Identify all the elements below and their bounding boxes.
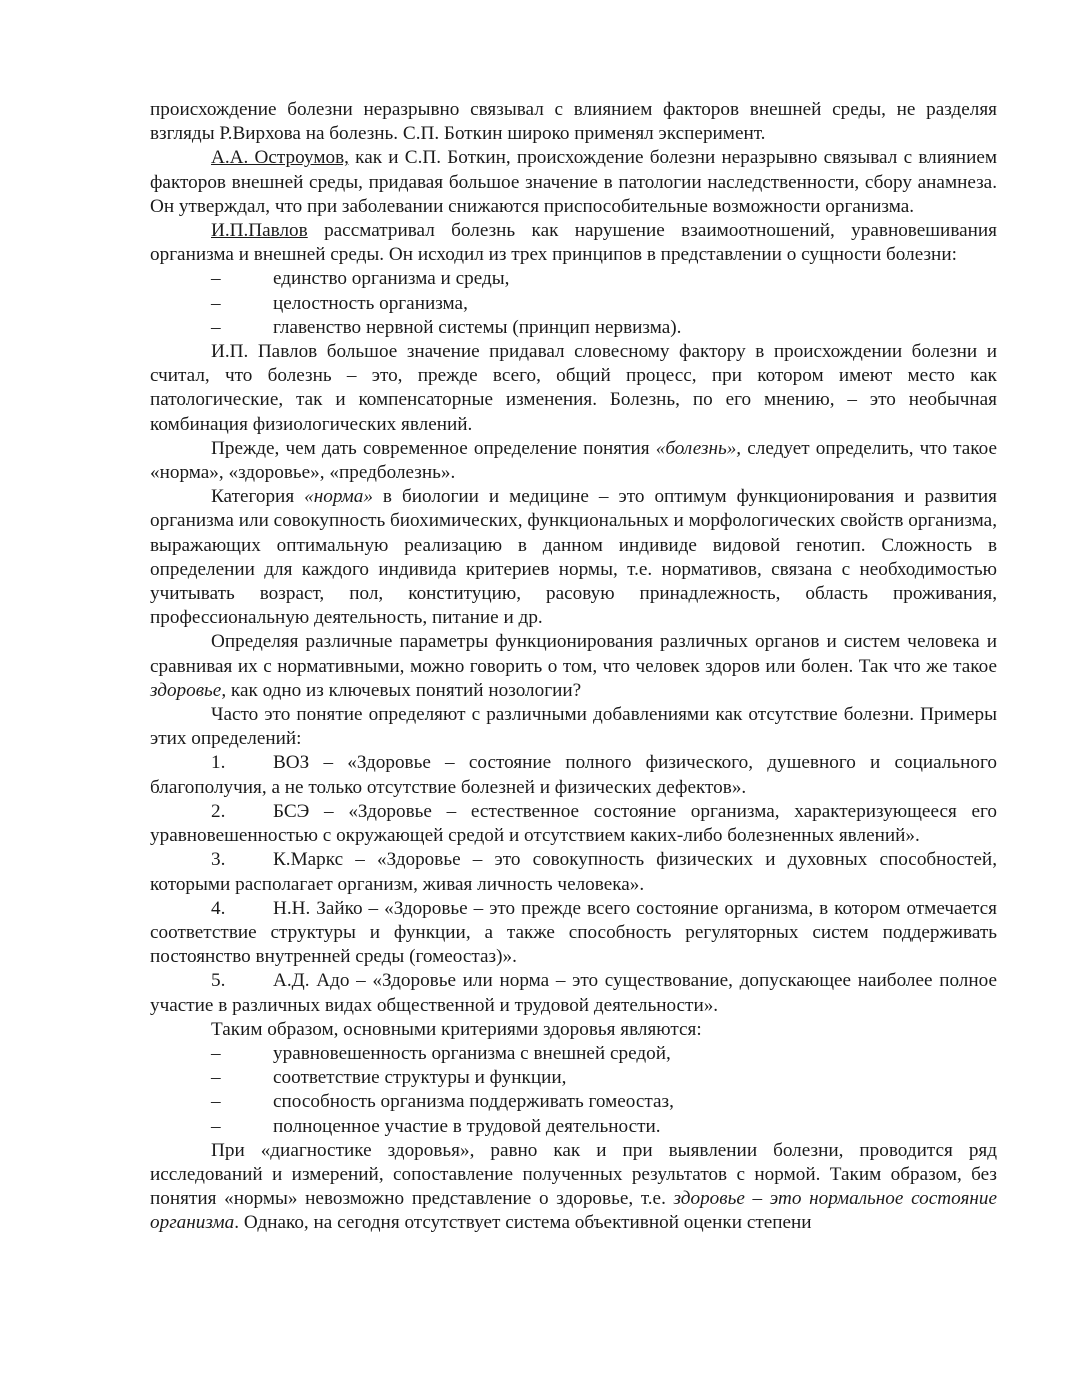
term-health-definition: здоровье – это нормальное состояние организма: [150, 1188, 997, 1234]
definition-number: 1.: [211, 752, 226, 774]
paragraph-health-diagnostics: [150, 1139, 997, 1236]
paragraph-ostroumov: [150, 146, 997, 219]
paragraph-criteria-intro: Таким образом, основными критериями здоровья являются:: [211, 1018, 702, 1040]
list-item-text: способность организма поддерживать гомеостаз,: [273, 1091, 674, 1113]
definition-number: 4.: [211, 897, 226, 919]
name-pavlov: И.П.Павлов: [211, 220, 308, 242]
definition-item: [150, 897, 997, 970]
dash-marker: –: [211, 1067, 221, 1089]
dash-marker: –: [211, 1042, 221, 1064]
paragraph-pavlov-verbal-factor: И.П. Павлов большое значение придавал словесному фактору в происхождении болезни и считал, что болезнь – это, прежде всего, общий процесс, при котором имеют место как патологические, так и компенсаторные изменения. Болезнь, по его мнению, – это необычная комбинация физиологических явлений.: [150, 341, 997, 435]
paragraph-pavlov-text: рассматривал болезнь как нарушение взаимоотношений, уравновешивания организма и внешней среды. Он исходил из трех принципов в представлении о сущности болезни:: [150, 220, 997, 266]
text-run: Прежде, чем дать современное определение понятия: [211, 437, 656, 459]
term-health: здоровье: [150, 679, 222, 701]
list-item: [150, 1115, 997, 1139]
document-page: [150, 98, 997, 1236]
text-run: . Однако, на сегодня отсутствует система объективной оценки степени: [234, 1212, 812, 1234]
definition-item: [150, 848, 997, 896]
definition-number: 2.: [211, 800, 226, 822]
list-item-text: целостность организма,: [273, 292, 468, 314]
dash-marker: –: [211, 268, 221, 290]
text-run: следует определить, что такое «норма», «здоровье», «предболезнь».: [150, 437, 998, 484]
term-disease: «болезнь»,: [655, 437, 742, 459]
list-item-text: уравновешенность организма с внешней средой,: [273, 1042, 671, 1064]
definition-text: Н.Н. Зайко – «Здоровье – это прежде всего состояние организма, в котором отмечается соответствие структуры и функции, а также способность регуляторных систем поддерживать постоянство внутренней среды (гомеостаз)».: [150, 897, 997, 968]
paragraph-pavlov: [150, 219, 997, 267]
text-run: Определяя различные параметры функционирования различных органов и систем человека и сравнивая их с нормативными, можно говорить о том, что человек здоров или болен. Так что же такое: [150, 631, 997, 677]
dash-marker: –: [211, 1115, 221, 1137]
definition-text: К.Маркс – «Здоровье – это совокупность физических и духовных способностей, которыми располагает организм, живая личность человека».: [150, 849, 997, 895]
paragraph-ostroumov-text: как и С.П. Боткин, происхождение болезни неразрывно связывал с влиянием факторов внешней среды, придавая большое значение в патологии наследственности, сбору анамнеза. Он утверждал, что при заболевании снижаются приспособительные возможности организма.: [150, 147, 997, 217]
text-run: Категория: [211, 486, 305, 508]
list-item: [150, 267, 997, 291]
name-ostroumov: А.А. Остроумов,: [211, 147, 349, 169]
definition-number: 5.: [211, 970, 226, 992]
list-item: [150, 1066, 997, 1090]
paragraph-definitions-intro: Часто это понятие определяют с различными добавлениями как отсутствие болезни. Примеры этих определений:: [150, 704, 997, 750]
list-item: [150, 316, 997, 340]
list-item: [150, 292, 997, 316]
definition-number: 3.: [211, 849, 226, 871]
list-item-text: единство организма и среды,: [273, 268, 510, 290]
text-run: , как одно из ключевых понятий нозологии?: [221, 679, 582, 701]
definitions-list: [150, 751, 997, 1017]
definition-item: [150, 969, 997, 1017]
list-item-text: полноценное участие в трудовой деятельности.: [273, 1115, 661, 1137]
list-item-text: главенство нервной системы (принцип нервизма).: [273, 316, 682, 338]
term-norm: «норма»: [304, 486, 373, 508]
paragraph-definition-intro: [150, 437, 997, 485]
definition-text: БСЭ – «Здоровье – естественное состояние организма, характеризующееся его уравновешенностью с окружающей средой и отсутствием каких-либо болезненных явлений».: [150, 800, 997, 847]
list-item-text: соответствие структуры и функции,: [273, 1067, 567, 1089]
dash-marker: –: [211, 316, 221, 338]
list-item: [150, 1090, 997, 1114]
criteria-list: [150, 1042, 997, 1139]
definition-item: [150, 800, 997, 848]
principles-list: [150, 267, 997, 340]
list-item: [150, 1042, 997, 1066]
definition-text: А.Д. Адо – «Здоровье или норма – это существование, допускающее наиболее полное участие в различных видах общественной и трудовой деятельности».: [150, 970, 997, 1016]
dash-marker: –: [211, 1091, 221, 1113]
definition-text: ВОЗ – «Здоровье – состояние полного физического, душевного и социального благополучия, а не только отсутствие болезней и физических дефектов».: [150, 752, 997, 798]
definition-item: [150, 751, 997, 799]
paragraph-botkin-end: происхождение болезни неразрывно связывал с влиянием факторов внешней среды, не разделяя взгляды Р.Вирхова на болезнь. С.П. Боткин широко применял эксперимент.: [150, 99, 997, 145]
paragraph-health-question: [150, 630, 997, 703]
paragraph-norm: [150, 485, 997, 630]
dash-marker: –: [211, 292, 221, 314]
text-run: в биологии и медицине – это оптимум функционирования и развития организма или совокупность биохимических, функциональных и морфологических свойств организма, выражающих оптимальную реализацию в данном индивиде видовой генотип. Сложность в определении для каждого индивида критериев нормы, т.е. нормативов, связана с необходимостью учитывать возраст, пол, конституцию, расовую принадлежность, область проживания, профессиональную деятельность, питание и др.: [150, 486, 998, 629]
text-run: При «диагностике здоровья», равно как и при выявлении болезни, проводится ряд исследований и измерений, сопоставление полученных результатов с нормой. Таким образом, без понятия «нормы» невозможно представление о здоровье, т.е.: [150, 1139, 997, 1210]
